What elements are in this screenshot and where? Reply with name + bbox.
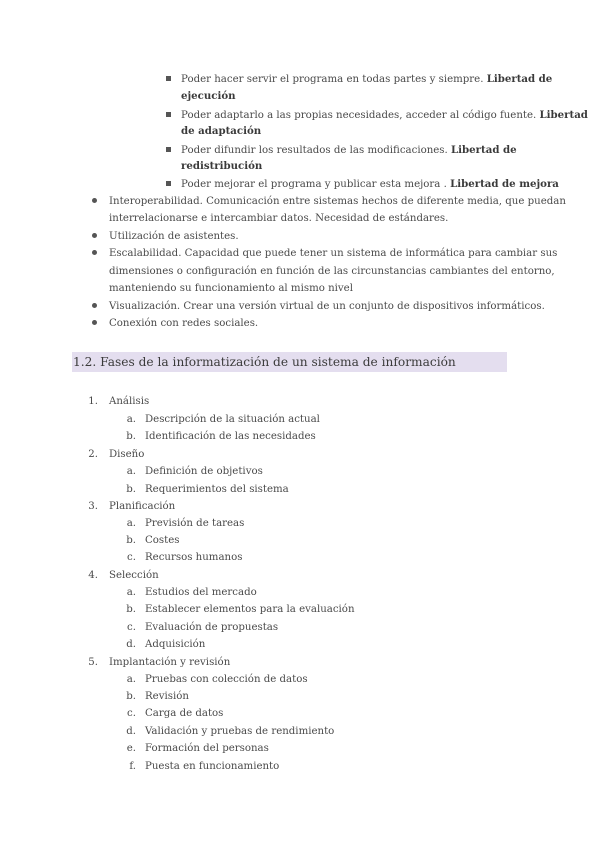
bullet-assistants: Utilización de asistentes. xyxy=(109,231,239,242)
freedom-text: Poder mejorar el programa y publicar esta mejora . xyxy=(181,179,451,190)
bullet-visualization: Visualización. Crear una versión virtual de un conjunto de dispositivos informáticos. xyxy=(109,301,545,312)
step-label: Requerimientos del sistema xyxy=(145,484,289,495)
bullet-icon xyxy=(92,320,97,325)
step-label: Identificación de las necesidades xyxy=(145,431,316,442)
bullet-social: Conexión con redes sociales. xyxy=(109,318,259,329)
step-letter: c. xyxy=(127,552,136,563)
step-letter: a. xyxy=(126,466,136,477)
bullet-icon xyxy=(92,250,97,255)
step-letter: a. xyxy=(126,587,136,598)
step-label: Adquisición xyxy=(145,639,206,650)
step-label: Validación y pruebas de rendimiento xyxy=(145,726,335,737)
step-label: Descripción de la situación actual xyxy=(145,414,320,425)
freedom-name-cont: ejecución xyxy=(181,90,236,102)
square-bullet-icon xyxy=(166,147,171,152)
phase-number: 2. xyxy=(88,449,98,460)
freedom-name: Libertad de xyxy=(486,73,553,85)
step-letter: a. xyxy=(126,414,136,425)
step-label: Previsión de tareas xyxy=(145,518,245,529)
freedom-name-cont: de adaptación xyxy=(181,125,262,137)
step-label: Definición de objetivos xyxy=(145,466,263,477)
bullet-icon xyxy=(92,198,97,203)
bullet-icon xyxy=(92,303,97,308)
phase-label: Selección xyxy=(109,570,159,581)
step-letter: c. xyxy=(127,708,136,719)
phase-label: Planificación xyxy=(109,501,176,512)
step-label: Formación del personas xyxy=(145,743,269,754)
freedom-name: Libertad de mejora xyxy=(450,178,559,190)
step-letter: a. xyxy=(126,518,136,529)
phase-label: Implantación y revisión xyxy=(109,657,231,668)
step-label: Establecer elementos para la evaluación xyxy=(145,604,355,615)
section-heading: 1.2. Fases de la informatización de un sistema de información xyxy=(73,355,456,369)
step-label: Carga de datos xyxy=(145,708,224,719)
step-letter: b. xyxy=(126,535,136,546)
phase-number: 5. xyxy=(88,657,98,668)
square-bullet-icon xyxy=(166,112,171,117)
freedom-name-cont: redistribución xyxy=(181,160,263,172)
step-letter: b. xyxy=(126,604,136,615)
step-letter: f. xyxy=(129,761,136,772)
step-label: Estudios del mercado xyxy=(145,587,257,598)
step-label: Evaluación de propuestas xyxy=(145,622,279,633)
step-label: Recursos humanos xyxy=(145,552,243,563)
step-letter: c. xyxy=(127,622,136,633)
step-letter: e. xyxy=(126,743,136,754)
bullet-scalability-line3: manteniendo su funcionamiento al mismo nivel xyxy=(109,283,353,294)
phase-number: 3. xyxy=(88,501,98,512)
freedom-name: Libertad xyxy=(539,109,588,121)
step-label: Puesta en funcionamiento xyxy=(145,761,280,772)
step-letter: b. xyxy=(126,484,136,495)
phase-label: Análisis xyxy=(109,396,150,407)
step-letter: d. xyxy=(126,726,136,737)
step-label: Revisión xyxy=(145,691,189,702)
freedom-text: Poder difundir los resultados de las modificaciones. xyxy=(181,145,452,156)
freedom-text: Poder hacer servir el programa en todas partes y siempre. xyxy=(181,74,487,85)
step-label: Pruebas con colección de datos xyxy=(145,674,308,685)
square-bullet-icon xyxy=(166,76,171,81)
step-letter: b. xyxy=(126,691,136,702)
square-bullet-icon xyxy=(166,181,171,186)
bullet-scalability-line1: Escalabilidad. Capacidad que puede tener un sistema de informática para cambiar sus xyxy=(109,248,558,259)
step-letter: d. xyxy=(126,639,136,650)
bullet-interoperability-line1: Interoperabilidad. Comunicación entre sistemas hechos de diferente media, que puedan xyxy=(109,196,566,207)
phase-number: 1. xyxy=(88,396,98,407)
step-letter: a. xyxy=(126,674,136,685)
step-letter: b. xyxy=(126,431,136,442)
phase-label: Diseño xyxy=(109,449,145,460)
step-label: Costes xyxy=(145,535,180,546)
bullet-icon xyxy=(92,233,97,238)
freedom-text: Poder adaptarlo a las propias necesidades, acceder al código fuente. xyxy=(181,110,540,121)
bullet-interoperability-line2: interrelacionarse e intercambiar datos. Necesidad de estándares. xyxy=(109,213,449,224)
freedom-name: Libertad de xyxy=(451,144,517,156)
bullet-scalability-line2: dimensiones o configuración en función de las circunstancias cambiantes del entorno, xyxy=(109,266,555,277)
phase-number: 4. xyxy=(88,570,98,581)
